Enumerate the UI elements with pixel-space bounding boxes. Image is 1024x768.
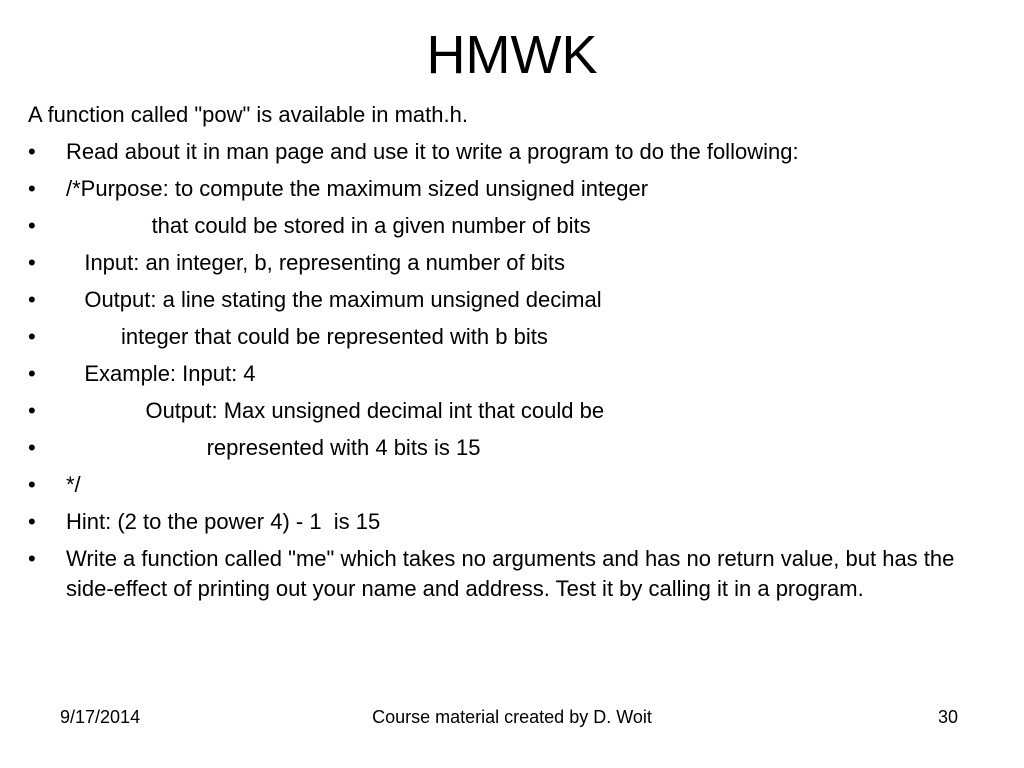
bullet-text: Output: a line stating the maximum unsigned decimal (66, 287, 602, 312)
bullet-item (28, 285, 988, 315)
bullet-item (28, 470, 988, 500)
bullet-icon: • (28, 546, 36, 571)
bullet-item (28, 433, 988, 463)
bullet-text: /*Purpose: to compute the maximum sized unsigned integer (66, 176, 649, 201)
bullet-list (28, 137, 988, 611)
bullet-icon: • (28, 361, 36, 386)
footer-credit: Course material created by D. Woit (372, 707, 652, 727)
bullet-text: integer that could be represented with b bits (66, 324, 548, 349)
bullet-icon: • (28, 213, 36, 238)
bullet-item (28, 248, 988, 278)
bullet-icon: • (28, 435, 36, 460)
footer-date: 9/17/2014 (60, 707, 141, 727)
bullet-item (28, 322, 988, 352)
bullet-icon: • (28, 472, 36, 497)
slide-title: HMWK (426, 25, 598, 85)
bullet-icon: • (28, 139, 36, 164)
bullet-icon: • (28, 176, 36, 201)
bullet-text: */ (66, 472, 81, 497)
bullet-text: that could be stored in a given number of bits (66, 213, 591, 238)
bullet-item (28, 211, 988, 241)
bullet-item (28, 507, 988, 537)
bullet-text: Output: Max unsigned decimal int that could be (66, 398, 605, 423)
bullet-icon: • (28, 287, 36, 312)
bullet-icon: • (28, 509, 36, 534)
bullet-item (28, 137, 988, 167)
bullet-item (28, 359, 988, 389)
bullet-icon: • (28, 398, 36, 423)
bullet-text: Input: an integer, b, representing a number of bits (66, 250, 565, 275)
bullet-icon: • (28, 250, 36, 275)
intro-line: A function called "pow" is available in math.h. (28, 102, 468, 127)
bullet-item (28, 174, 988, 204)
bullet-text: represented with 4 bits is 15 (66, 435, 481, 460)
bullet-text: Hint: (2 to the power 4) - 1 is 15 (66, 509, 381, 534)
bullet-text: Read about it in man page and use it to write a program to do the following: (66, 139, 799, 164)
bullet-text: Write a function called "me" which takes no arguments and has no return value, but has the side-effect of printing out your name and address. Test it by calling it in a program. (66, 546, 955, 601)
bullet-item (28, 396, 988, 426)
bullet-item (28, 544, 988, 604)
bullet-text: Example: Input: 4 (66, 361, 256, 386)
bullet-icon: • (28, 324, 36, 349)
footer-page-number: 30 (938, 707, 959, 727)
